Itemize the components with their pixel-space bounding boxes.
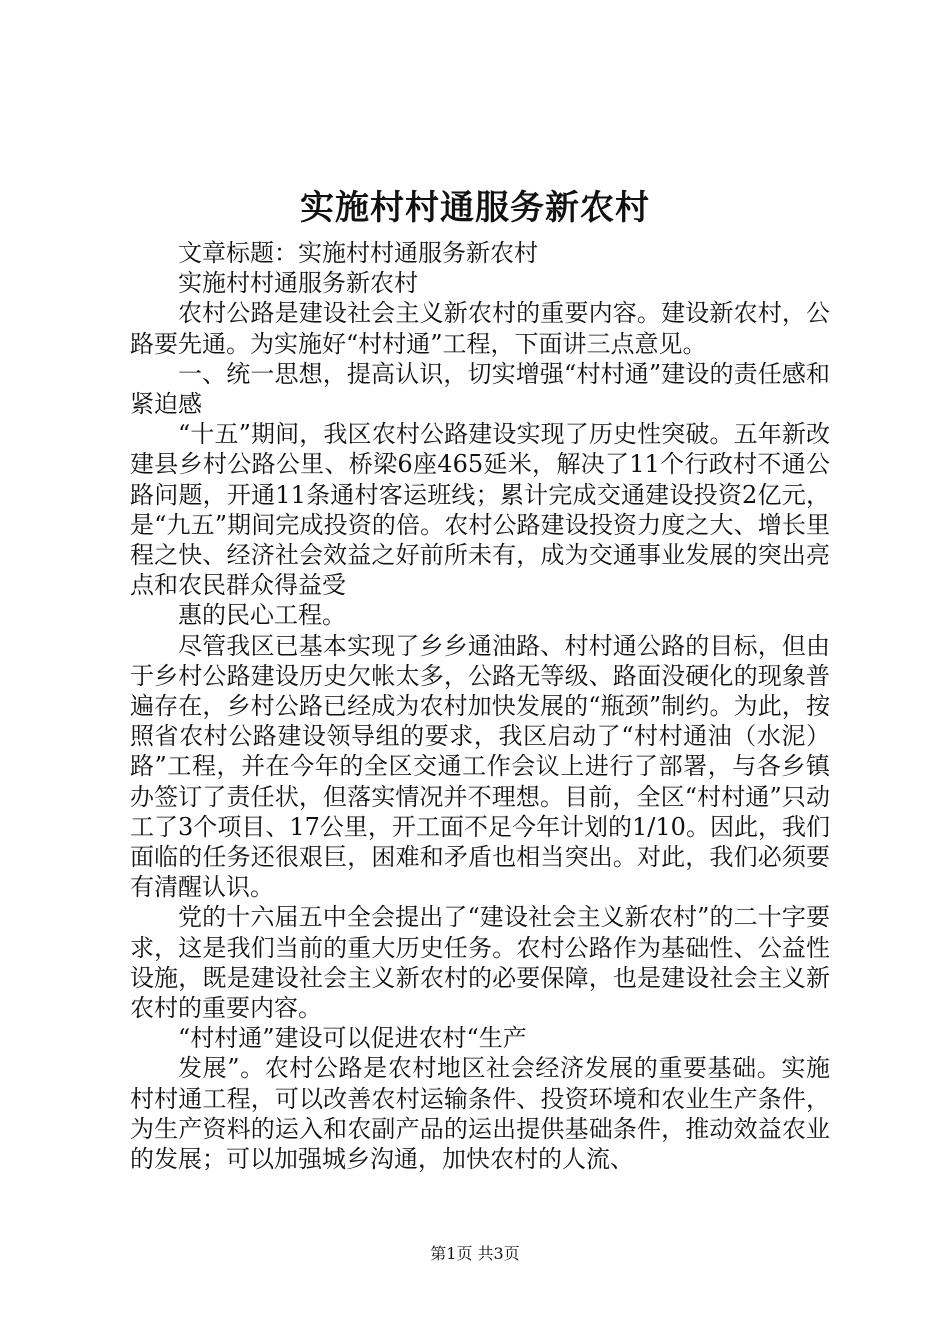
paragraph: “村村通”建设可以促进农村“生产 [178, 1024, 527, 1053]
paragraph: 惠的民心工程。 [178, 601, 346, 630]
paragraph: 尽管我区已基本实现了乡乡通油路、村村通公路的目标，但由于乡村公路建设历史欠帐太多，公路无等级、路面没硬化的现象普遍存在，乡村公路已经成为农村加快发展的“瓶颈”制约。为此，按照省农村公路建设领导组的要求，我区启动了“村村通油（水泥）路”工程，并在今年的全区交通工作会议上进行了部署，与各乡镇办签订了责任状，但落实情况并不理想。目前，全区“村村通”只动工了3个项目、17公里，开工面不足今年计划的1/10。因此，我们面临的任务还很艰巨，困难和矛盾也相当突出。对此，我们必须要有清醒认识。 [130, 631, 830, 902]
paragraph: 一、统一思想，提高认识，切实增强“村村通”建设的责任感和紧迫感 [130, 359, 830, 419]
paragraph: 实施村村通服务新农村 [178, 269, 418, 298]
document-title: 实施村村通服务新农村 [300, 188, 650, 228]
document-body [130, 238, 830, 1174]
page-footer: 第1页 共3页 [430, 1244, 520, 1263]
paragraph: “十五”期间，我区农村公路建设实现了历史性突破。五年新改建县乡村公路公里、桥梁6座465延米，解决了11个行政村不通公路问题，开通11条通村客运班线；累计完成交通建设投资2亿元，是“九五”期间完成投资的倍。农村公路建设投资力度之大、增长里程之快、经济社会效益之好前所未有，成为交通事业发展的突出亮点和农民群众得益受 [130, 420, 830, 600]
paragraph: 农村公路是建设社会主义新农村的重要内容。建设新农村，公路要先通。为实施好“村村通”工程，下面讲三点意见。 [130, 299, 830, 358]
paragraph: 党的十六届五中全会提出了“建设社会主义新农村”的二十字要求，这是我们当前的重大历史任务。农村公路作为基础性、公益性设施，既是建设社会主义新农村的必要保障，也是建设社会主义新农村的重要内容。 [130, 903, 830, 1023]
paragraph: 发展”。农村公路是农村地区社会经济发展的重要基础。实施村村通工程，可以改善农村运输条件、投资环境和农业生产条件，为生产资料的运入和农副产品的运出提供基础条件，推动效益农业的发展；可以加强城乡沟通，加快农村的人流、 [130, 1054, 830, 1174]
paragraph: 文章标题：实施村村通服务新农村 [178, 239, 538, 267]
